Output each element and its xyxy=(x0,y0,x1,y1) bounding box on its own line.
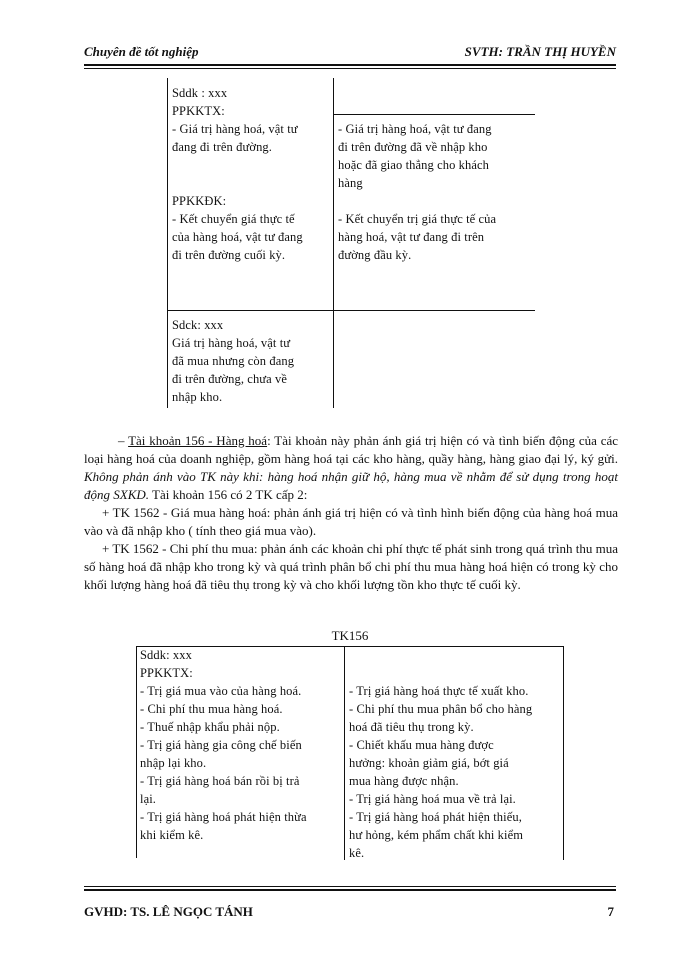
footer-rule-thick xyxy=(84,889,616,891)
cell-line: - Giá trị hàng hoá, vật tư đang xyxy=(338,122,492,136)
cell-line: đường đầu kỳ. xyxy=(338,248,412,262)
header-author: SVTH: TRẦN THỊ HUYỀN xyxy=(464,44,616,59)
table2-right-border xyxy=(563,646,564,860)
cell-line: nhập kho. xyxy=(172,390,223,404)
cell-line: hoá đã tiêu thụ trong kỳ. xyxy=(349,720,474,734)
cell-line: - Trị giá hàng hoá phát hiện thiếu, xyxy=(349,810,522,824)
table1-top-right-cell xyxy=(338,120,534,192)
cell-line: PPKKTX: xyxy=(140,666,193,680)
table2-debit-side xyxy=(140,646,342,844)
cell-line: đi trên đường đã về nhập kho xyxy=(338,140,488,154)
page-header xyxy=(84,44,616,64)
cell-line: lại. xyxy=(140,792,157,806)
cell-line: - Kết chuyển trị giá thực tế của xyxy=(338,212,497,226)
cell-line: đang đi trên đường. xyxy=(172,140,272,154)
account-156-description xyxy=(84,432,618,504)
cell-line: đi trên đường, chưa về xyxy=(172,372,288,386)
table2-left-border xyxy=(136,646,137,858)
cell-line: kê. xyxy=(349,846,365,860)
cell-line: đi trên đường cuối kỳ. xyxy=(172,248,286,262)
cell-line: Sdck: xxx xyxy=(172,318,224,332)
cell-line: PPKKTX: xyxy=(172,104,225,118)
cell-line: của hàng hoá, vật tư đang xyxy=(172,230,303,244)
header-rule-thin xyxy=(84,68,616,69)
cell-line: - Trị giá hàng hoá thực tế xuất kho. xyxy=(349,684,529,698)
cell-line: - Trị giá hàng gia công chế biến xyxy=(140,738,302,752)
cell-line: khi kiểm kê. xyxy=(140,828,204,842)
table2-credit-side xyxy=(349,682,561,862)
table1-bottom-left-cell xyxy=(172,316,332,406)
list-dash: – xyxy=(118,433,129,448)
cell-line: - Chi phí thu mua hàng hoá. xyxy=(140,702,283,716)
cell-line: mua hàng được nhận. xyxy=(349,774,459,788)
cell-line: hưởng: khoản giảm giá, bớt giá xyxy=(349,756,509,770)
page-number: 7 xyxy=(607,904,614,919)
footer-rule-thin xyxy=(84,886,616,887)
cell-line: - Trị giá hàng hoá mua về trả lại. xyxy=(349,792,516,806)
cell-line: hàng hoá, vật tư đang đi trên xyxy=(338,230,485,244)
cell-line: PPKKĐK: xyxy=(172,194,227,208)
cell-line: - Giá trị hàng hoá, vật tư xyxy=(172,122,298,136)
cell-line: Sddk : xxx xyxy=(172,86,228,100)
table1-top-left-cell xyxy=(172,84,332,156)
cell-line: Giá trị hàng hoá, vật tư xyxy=(172,336,291,350)
cell-line: hàng xyxy=(338,176,363,190)
header-rule-thick xyxy=(84,64,616,66)
account-description: : Tài khoản này phản ánh giá trị hiện có và tình biến động của các loại hàng hoá của doanh nghiệp, gồm hàng hoá tại các kho hàng, quầy hàng, hàng giao đại lý, ký gửi. xyxy=(84,433,618,466)
cell-line: - Kết chuyển giá thực tế xyxy=(172,212,295,226)
account-title: Tài khoản 156 - Hàng hoá xyxy=(128,433,268,448)
table1-middle-rule xyxy=(167,310,535,311)
footer-supervisor: GVHD: TS. LÊ NGỌC TÁNH xyxy=(84,904,253,919)
table1-mid-left-cell xyxy=(172,192,332,264)
cell-line: nhập lại kho. xyxy=(140,756,207,770)
tk1562-purchase-cost: + TK 1562 - Chi phí thu mua: phản ánh các khoản chi phí thực tế phát sinh trong quá trình thu mua số hàng hoá đã nhập kho trong kỳ và quá trình phân bổ chi phí thu mua hàng hoá hiện có trong kỳ cho khối lượng hàng hoá đã tiêu thụ trong kỳ và cho khối lượng tồn kho thực tế cuối kỳ. xyxy=(84,541,618,592)
tk1562-purchase-price: + TK 1562 - Giá mua hàng hoá: phản ánh giá trị hiện có và tình hình biến động của hàng hoá mua vào và đã nhập kho ( tính theo giá mua vào). xyxy=(84,505,618,538)
cell-line: - Chiết khấu mua hàng được xyxy=(349,738,494,752)
table1-center-divider xyxy=(333,78,334,408)
cell-line: hoặc đã giao thẳng cho khách xyxy=(338,158,490,172)
table2-title: TK156 xyxy=(331,628,369,643)
cell-line: - Thuế nhập khẩu phải nộp. xyxy=(140,720,280,734)
table1-mid-right-cell xyxy=(338,210,534,264)
header-doc-title: Chuyên đề tốt nghiệp xyxy=(84,44,199,59)
cell-line: hư hỏng, kém phẩm chất khi kiểm xyxy=(349,828,524,842)
cell-line: Sddk: xxx xyxy=(140,648,192,662)
cell-line: - Chi phí thu mua phân bổ cho hàng xyxy=(349,702,533,716)
table2-center-divider xyxy=(344,646,345,860)
cell-line: - Trị giá hàng hoá bán rồi bị trả xyxy=(140,774,300,788)
table1-right-top-rule xyxy=(333,114,535,115)
table1-left-border xyxy=(167,78,168,408)
cell-line: - Trị giá mua vào của hàng hoá. xyxy=(140,684,302,698)
account-exclusion-note: Không phản ánh vào TK này khi: hàng hoá nhận giữ hộ, hàng mua về nhằm để sử dụng trong hoạt động SXKD. xyxy=(84,469,618,502)
cell-line: đã mua nhưng còn đang xyxy=(172,354,295,368)
cell-line: - Trị giá hàng hoá phát hiện thừa xyxy=(140,810,307,824)
account-sub-intro: Tài khoản 156 có 2 TK cấp 2: xyxy=(149,487,308,502)
